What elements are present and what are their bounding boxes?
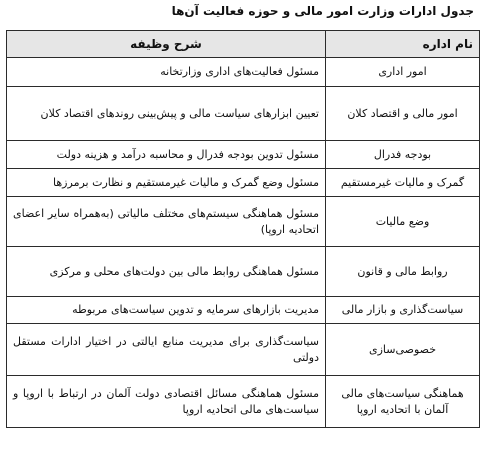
department-name: گمرک و مالیات غیرمستقیم <box>326 169 480 197</box>
table-row <box>7 169 480 197</box>
table-row <box>7 324 480 376</box>
header-name: نام اداره <box>326 31 480 58</box>
department-description: مسئول فعالیت‌های اداری وزارتخانه <box>7 58 326 87</box>
department-description: مسئول هماهنگی سیستم‌های مختلف مالیاتی (به‌همراه سایر اعضای اتحادیه اروپا) <box>7 197 326 247</box>
department-name: سیاست‌گذاری و بازار مالی <box>326 297 480 324</box>
table-row <box>7 58 480 87</box>
department-description: مسئول هماهنگی مسائل اقتصادی دولت آلمان در ارتباط با اروپا و سیاست‌های مالی اتحادیه اروپا <box>7 376 326 428</box>
department-name: هماهنگی سیاست‌های مالی آلمان با اتحادیه اروپا <box>326 376 480 428</box>
department-name: وضع مالیات <box>326 197 480 247</box>
table-header-row <box>7 31 480 58</box>
table-row <box>7 376 480 428</box>
department-description: مسئول وضع گمرک و مالیات غیرمستقیم و نظارت برمرزها <box>7 169 326 197</box>
table-row <box>7 297 480 324</box>
table-caption: جدول ادارات وزارت امور مالی و حوزه فعالیت آن‌ها <box>171 4 474 18</box>
department-description: سیاست‌گذاری برای مدیریت منابع ایالتی در اختیار ادارات مستقل دولتی <box>7 324 326 376</box>
department-name: روابط مالی و قانون <box>326 247 480 297</box>
departments-table <box>6 30 480 428</box>
header-description: شرح وظیفه <box>7 31 326 58</box>
department-description: مدیریت بازارهای سرمایه و تدوین سیاست‌های مربوطه <box>7 297 326 324</box>
department-name: امور مالی و اقتصاد کلان <box>326 87 480 141</box>
department-name: بودجه فدرال <box>326 141 480 169</box>
department-name: امور اداری <box>326 58 480 87</box>
department-description: تعیین ابزارهای سیاست مالی و پیش‌بینی روندهای اقتصاد کلان <box>7 87 326 141</box>
department-description: مسئول تدوین بودجه فدرال و محاسبه درآمد و هزینه دولت <box>7 141 326 169</box>
table-row <box>7 197 480 247</box>
department-name: خصوصی‌سازی <box>326 324 480 376</box>
table-row <box>7 141 480 169</box>
table-row <box>7 87 480 141</box>
department-description: مسئول هماهنگی روابط مالی بین دولت‌های محلی و مرکزی <box>7 247 326 297</box>
table-row <box>7 247 480 297</box>
